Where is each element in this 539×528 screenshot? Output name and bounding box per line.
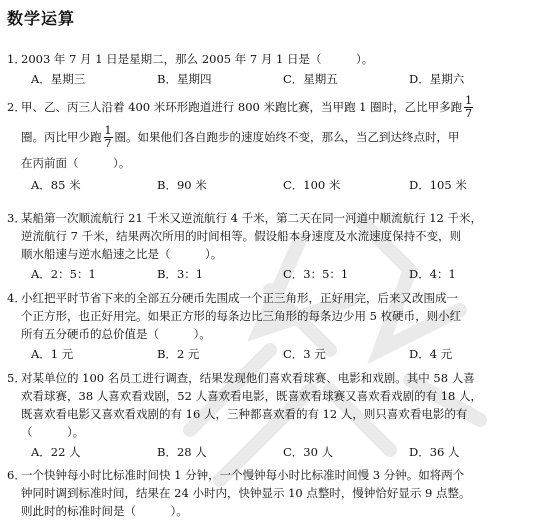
question-number: 6．	[7, 468, 26, 482]
question-5	[7, 369, 535, 461]
question-3	[7, 209, 535, 283]
question-4	[7, 289, 535, 363]
page-title: 数学运算	[7, 9, 76, 28]
question-text: 顺水船速与逆水船速之比是（ ）。	[21, 247, 223, 261]
options-row	[7, 345, 535, 363]
option-a: A．2：5：1	[31, 267, 96, 281]
option-b: B．2 元	[157, 347, 200, 361]
question-text: 则此时的标准时间是（ ）。	[21, 504, 188, 518]
question-text: 圈。丙比甲少跑	[21, 130, 102, 144]
option-d: D．4 元	[409, 347, 453, 361]
question-text: 钟同时调到标准时间，结果在 24 小时内，快钟显示 10 点整时，慢钟恰好显示 9 点整。	[21, 486, 471, 500]
fraction: $\frac{1}{7}$	[104, 123, 112, 150]
question-text: 所有五分硬币的总价值是（ ）。	[21, 327, 211, 341]
question-text: （ ）。	[21, 425, 85, 439]
question-text: 逆流航行 7 千米，结果两次所用的时间相等。假设船本身速度及水流速度保持不变，则	[21, 229, 462, 243]
option-b: B．星期四	[157, 72, 212, 86]
option-a: A．1 元	[31, 347, 74, 361]
question-text: 圈。如果他们各自跑步的速度始终不变，那么，当乙到达终点时，甲	[114, 130, 460, 144]
question-number: 4．	[7, 291, 26, 305]
option-b: B．3：1	[157, 267, 204, 281]
option-c: C．3：5：1	[283, 267, 349, 281]
question-2	[7, 92, 535, 194]
options-row	[7, 265, 535, 283]
question-text: 小红把平时节省下来的全部五分硬币先围成一个正三角形，正好用完，后来又改围成一	[21, 291, 458, 305]
question-text: 2003 年 7 月 1 日是星期二，那么 2005 年 7 月 1 日是（ ）。	[21, 52, 374, 66]
question-text: 甲、乙、丙三人沿着 400 米环形跑道进行 800 米跑比赛，当甲跑 1 圈时，乙比甲多跑	[21, 100, 463, 114]
question-text: 在丙前面（ ）。	[21, 156, 131, 170]
question-text: 一个快钟每小时比标准时间快 1 分钟，一个慢钟每小时比标准时间慢 3 分钟。如将两个	[21, 468, 465, 482]
option-c: C．3 元	[283, 347, 326, 361]
option-a: A．星期三	[31, 72, 86, 86]
option-d: D．36 人	[409, 445, 460, 459]
option-b: B．28 人	[157, 445, 207, 459]
option-d: D．105 米	[409, 178, 467, 192]
question-number: 3．	[7, 211, 26, 225]
question-number: 2．	[7, 100, 26, 114]
option-d: D．星期六	[409, 72, 465, 86]
options-row	[7, 176, 535, 194]
fraction: $\frac{1}{7}$	[465, 93, 473, 120]
option-c: C．星期五	[283, 72, 338, 86]
option-a: A．22 人	[31, 445, 81, 459]
option-a: A．85 米	[31, 178, 81, 192]
question-text: 欢看球赛，38 人喜欢看戏剧，52 人喜欢看电影，既喜欢看球赛又喜欢看戏剧的有 18 人，	[21, 389, 483, 403]
options-row	[7, 70, 535, 88]
question-number: 1．	[7, 52, 26, 66]
question-text: 既喜欢看电影又喜欢看戏剧的有 16 人，三种都喜欢看的有 12 人，则只喜欢看电影的有	[21, 407, 468, 421]
question-number: 5．	[7, 371, 26, 385]
option-d: D．4：1	[409, 267, 456, 281]
question-6	[7, 466, 535, 520]
options-row	[7, 443, 535, 461]
option-c: C．30 人	[283, 445, 334, 459]
option-b: B．90 米	[157, 178, 207, 192]
question-text: 某船第一次顺流航行 21 千米又逆流航行 4 千米，第二天在同一河道中顺流航行 12 千米，	[21, 211, 483, 225]
question-text: 对某单位的 100 名员工进行调查，结果发现他们喜欢看球赛、电影和戏剧。其中 58 人喜	[21, 371, 475, 385]
question-text: 个正方形，也正好用完。如果正方形的每条边比三角形的每条边少用 5 枚硬币，则小红	[21, 309, 462, 323]
question-1	[7, 50, 535, 88]
option-c: C．100 米	[283, 178, 341, 192]
